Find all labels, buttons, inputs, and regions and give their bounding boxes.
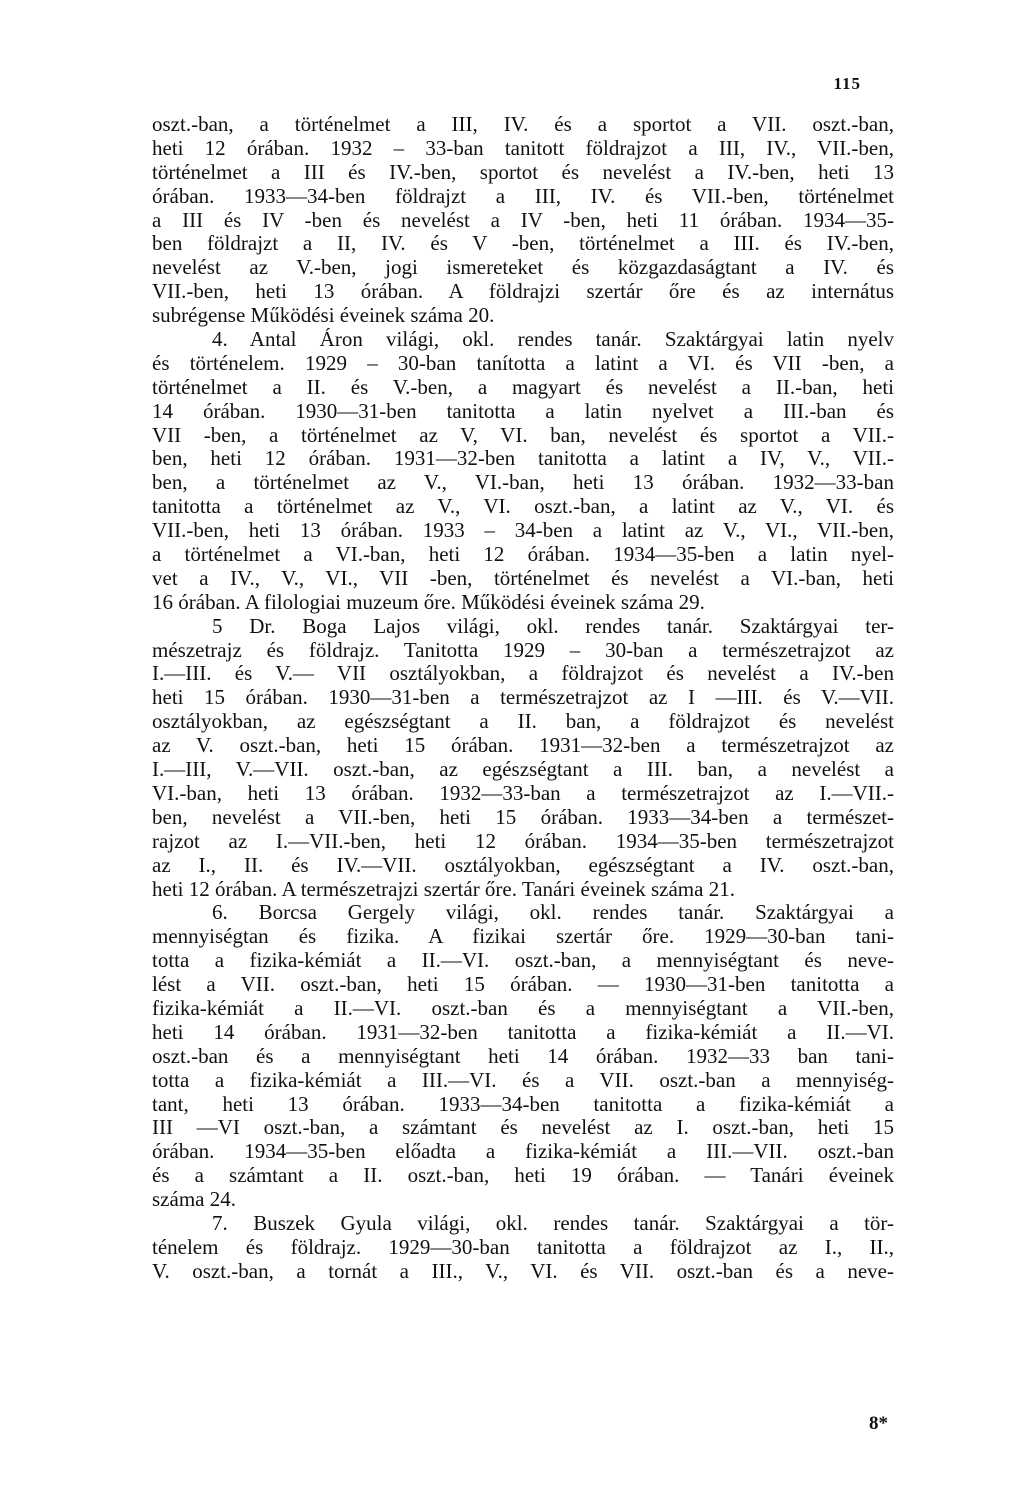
text-line: rajzot az I.—VII.-ben, heti 12 órában. 1934—35-ben természetrajzot (152, 829, 894, 853)
text-line: nevelést az V.-ben, jogi ismereteket és közgazdaságtant a IV. és (152, 256, 894, 280)
text-line: ben földrajzt a II, IV. és V -ben, történelmet a III. és IV.-ben, (152, 232, 894, 256)
text-line: tanitotta a történelmet az V., VI. oszt.-ban, a latint az V., VI. és (152, 495, 894, 519)
text-line: lést a VII. oszt.-ban, heti 15 órában. — 1930—31-ben tanitotta a (152, 973, 894, 997)
paragraph-7-first-line: 7. Buszek Gyula világi, okl. rendes tanár. Szaktárgyai a tör- (212, 1211, 894, 1235)
printer-signature-mark: 8* (869, 1413, 888, 1434)
text-line: tant, heti 13 órában. 1933—34-ben tanitotta a fizika-kémiát a (152, 1092, 894, 1116)
text-line: VII.-ben, heti 13 órában. 1933 – 34-ben a latint az V., VI., VII.-ben, (152, 519, 894, 543)
text-line: subrégense Működési éveinek száma 20. (152, 304, 495, 328)
text-line: mennyiségtan és fizika. A fizikai szertár őre. 1929—30-ban tani- (152, 925, 894, 949)
body-text (152, 113, 894, 1284)
text-line: I.—III, V.—VII. oszt.-ban, az egészségtant a III. ban, a nevelést a (152, 758, 894, 782)
text-line: az V. oszt.-ban, heti 15 órában. 1931—32-ben a természetrajzot az (152, 734, 894, 758)
text-line: és történelem. 1929 – 30-ban tanította a latint a VI. és VII -ben, a (152, 351, 894, 375)
paragraph-4-first-line: 4. Antal Áron világi, okl. rendes tanár. Szaktárgyai latin nyelv (212, 328, 894, 352)
text-line: a történelmet a VI.-ban, heti 12 órában. 1934—35-ben a latin nyel- (152, 543, 894, 567)
text-line: ben, nevelést a VII.-ben, heti 15 órában. 1933—34-ben a természet- (152, 805, 894, 829)
text-line: ténelem és földrajz. 1929—30-ban tanitotta a földrajzot az I., II., (152, 1235, 894, 1259)
text-line: heti 12 órában. A természetrajzi szertár őre. Tanári éveinek száma 21. (152, 877, 735, 901)
paragraph-6-first-line: 6. Borcsa Gergely világi, okl. rendes tanár. Szaktárgyai a (212, 901, 894, 925)
text-line: oszt.-ban és a mennyiségtant heti 14 órában. 1932—33 ban tani- (152, 1044, 894, 1068)
text-line: az I., II. és IV.—VII. osztályokban, egészségtant a IV. oszt.-ban, (152, 853, 894, 877)
text-line: történelmet a II. és V.-ben, a magyart és nevelést a II.-ban, heti (152, 375, 894, 399)
text-line: totta a fizika-kémiát a III.—VI. és a VII. oszt.-ban a mennyiség- (152, 1068, 894, 1092)
text-line: V. oszt.-ban, a tornát a III., V., VI. és VII. oszt.-ban és a neve- (152, 1259, 894, 1283)
text-line: órában. 1933—34-ben földrajzt a III, IV. és VII.-ben, történelmet (152, 184, 894, 208)
text-line: VII -ben, a történelmet az V, VI. ban, nevelést és sportot a VII.- (152, 423, 894, 447)
text-line: száma 24. (152, 1188, 236, 1212)
text-line: VII.-ben, heti 13 órában. A földrajzi szertár őre és az internátus (152, 280, 894, 304)
text-line: osztályokban, az egészségtant a II. ban, a földrajzot és nevelést (152, 710, 894, 734)
text-line: és a számtant a II. oszt.-ban, heti 19 órában. — Tanári éveinek (152, 1164, 894, 1188)
text-line: oszt.-ban, a történelmet a III, IV. és a sportot a VII. oszt.-ban, (152, 113, 894, 136)
text-line: mészetrajz és földrajz. Tanitotta 1929 – 30-ban a természetrajzot az (152, 638, 894, 662)
text-line: 16 órában. A filologiai muzeum őre. Működési éveinek száma 29. (152, 590, 705, 614)
text-line: fizika-kémiát a II.—VI. oszt.-ban és a mennyiségtant a VII.-ben, (152, 996, 894, 1020)
text-line: heti 15 órában. 1930—31-ben a természetrajzot az I —III. és V.—VII. (152, 686, 894, 710)
page-number: 115 (833, 74, 861, 93)
text-line: VI.-ban, heti 13 órában. 1932—33-ban a természetrajzot az I.—VII.- (152, 781, 894, 805)
text-line: a III és IV -ben és nevelést a IV -ben, heti 11 órában. 1934—35- (152, 208, 894, 232)
text-line: történelmet a III és IV.-ben, sportot és nevelést a IV.-ben, heti 13 (152, 160, 894, 184)
text-line: ben, heti 12 órában. 1931—32-ben tanitotta a latint a IV, V., VII.- (152, 447, 894, 471)
text-line: heti 12 órában. 1932 – 33-ban tanitott földrajzot a III, IV., VII.-ben, (152, 136, 894, 160)
text-line: vet a IV., V., VI., VII -ben, történelmet és nevelést a VI.-ban, heti (152, 566, 894, 590)
text-line: totta a fizika-kémiát a II.—VI. oszt.-ban, a mennyiségtant és neve- (152, 949, 894, 973)
text-line: ben, a történelmet az V., VI.-ban, heti 13 órában. 1932—33-ban (152, 471, 894, 495)
text-line: heti 14 órában. 1931—32-ben tanitotta a fizika-kémiát a II.—VI. (152, 1020, 894, 1044)
text-line: 14 órában. 1930—31-ben tanitotta a latin nyelvet a III.-ban és (152, 399, 894, 423)
text-line: I.—III. és V.— VII osztályokban, a földrajzot és nevelést a IV.-ben (152, 662, 894, 686)
text-line: III —VI oszt.-ban, a számtant és nevelést az I. oszt.-ban, heti 15 (152, 1116, 894, 1140)
paragraph-5-first-line: 5 Dr. Boga Lajos világi, okl. rendes tanár. Szaktárgyai ter- (212, 614, 894, 638)
text-line: órában. 1934—35-ben előadta a fizika-kémiát a III.—VII. oszt.-ban (152, 1140, 894, 1164)
